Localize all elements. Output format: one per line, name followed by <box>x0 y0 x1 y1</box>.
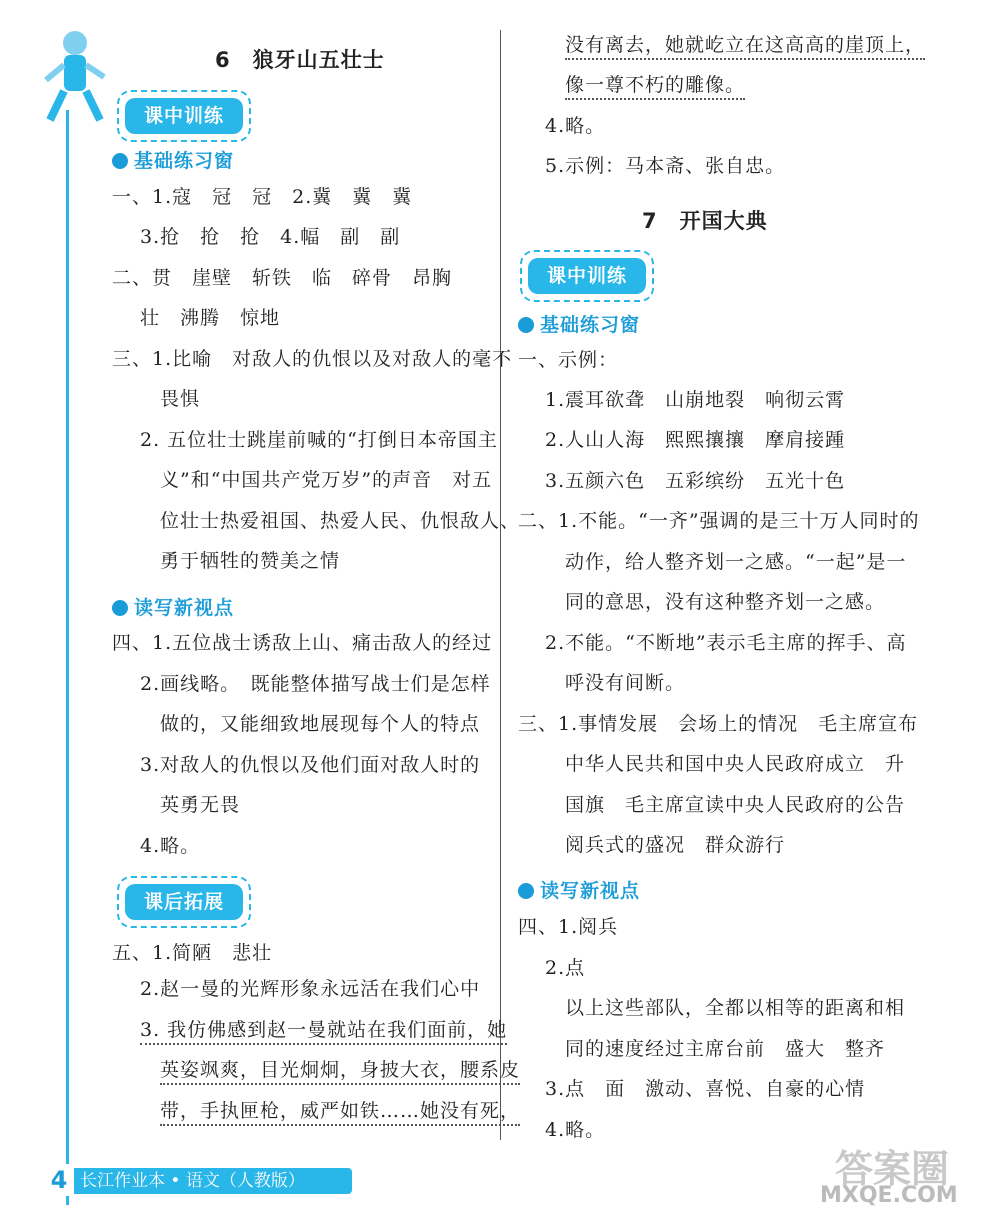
answer-line: 四、1.五位战士诱敌上山、痛击敌人的经过 <box>112 632 493 654</box>
answer-line: 2.点 <box>545 957 586 979</box>
basic-practice-heading <box>518 310 640 337</box>
book-footer: 长江作业本 • 语文（人教版） <box>70 1168 352 1194</box>
answer-line: 勇于牺牲的赞美之情 <box>160 550 341 572</box>
read-write-label: 读写新视点 <box>134 597 235 619</box>
student-illustration <box>40 25 110 125</box>
basic-practice-heading <box>112 146 234 173</box>
answer-line: 2.人山人海 熙熙攘攘 摩肩接踵 <box>545 429 846 451</box>
lesson-6-title: 6 狼牙山五壮士 <box>215 48 385 72</box>
answer-line: 做的，又能细致地展现每个人的特点 <box>160 713 481 735</box>
answer-line <box>565 72 745 98</box>
answer-line: 同的意思，没有这种整齐划一之感。 <box>565 591 886 613</box>
basic-practice-label: 基础练习窗 <box>540 314 641 336</box>
answer-line: 三、1.事情发展 会场上的情况 毛主席宣布 <box>518 713 919 735</box>
bullet-icon <box>112 600 128 616</box>
answer-line: 3.抢 抢 抢 4.幅 副 副 <box>140 226 401 248</box>
answer-line: 畏惧 <box>160 388 201 410</box>
answer-line: 动作，给人整齐划一之感。“一起”是一 <box>565 551 907 573</box>
in-class-training-badge: 课中训练 <box>528 258 646 294</box>
answer-line: 一、示例： <box>518 349 619 371</box>
answer-line: 义”和“中国共产党万岁”的声音 对五 <box>160 469 493 491</box>
answer-line <box>140 1017 507 1043</box>
read-write-heading <box>518 876 640 903</box>
answer-line: 5.示例：马本斋、张自忠。 <box>545 155 786 177</box>
page-number: 4 <box>44 1164 74 1196</box>
in-class-training-badge: 课中训练 <box>125 98 243 134</box>
left-margin-bar <box>66 110 69 1205</box>
answer-line: 2.赵一曼的光辉形象永远活在我们心中 <box>140 978 481 1000</box>
column-divider <box>500 30 501 1140</box>
bullet-icon <box>518 317 534 333</box>
answer-line: 二、1.不能。“一齐”强调的是三十万人同时的 <box>518 510 920 532</box>
underlined-text: 带，手执匣枪，威严如铁……她没有死， <box>160 1100 520 1126</box>
answer-line: 4.略。 <box>545 115 606 137</box>
answer-line: 以上这些部队，全都以相等的距离和相 <box>565 997 906 1019</box>
answer-line: 中华人民共和国中央人民政府成立 升 <box>565 753 906 775</box>
answer-line: 4.略。 <box>545 1119 606 1141</box>
answer-line: 同的速度经过主席台前 盛大 整齐 <box>565 1038 886 1060</box>
answer-line: 二、贯 崖壁 斩铁 临 碎骨 昂胸 <box>112 267 453 289</box>
answer-line: 壮 沸腾 惊地 <box>140 307 281 329</box>
underlined-text: 英姿飒爽，目光炯炯，身披大衣，腰系皮 <box>160 1059 520 1085</box>
underlined-text: 像一尊不朽的雕像。 <box>565 74 745 100</box>
bullet-icon <box>112 153 128 169</box>
answer-line <box>160 1098 520 1124</box>
answer-line: 3.对敌人的仇恨以及他们面对敌人时的 <box>140 754 481 776</box>
read-write-label: 读写新视点 <box>540 880 641 902</box>
answer-line: 1.震耳欲聋 山崩地裂 响彻云霄 <box>545 389 846 411</box>
answer-line: 阅兵式的盛况 群众游行 <box>565 834 786 856</box>
lesson-7-title: 7 开国大典 <box>642 209 768 233</box>
watermark-site: MXQE.COM <box>820 1183 958 1208</box>
answer-line: 4.略。 <box>140 835 201 857</box>
underlined-text: 3. 我仿佛感到赵一曼就站在我们面前，她 <box>140 1019 507 1045</box>
answer-line: 位壮士热爱祖国、热爱人民、仇恨敌人、 <box>160 510 521 532</box>
answer-line: 2. 五位壮士跳崖前喊的“打倒日本帝国主 <box>140 429 498 451</box>
answer-line: 三、1.比喻 对敌人的仇恨以及对敌人的毫不 <box>112 348 513 370</box>
answer-line: 3.点 面 激动、喜悦、自豪的心情 <box>545 1078 866 1100</box>
answer-line: 英勇无畏 <box>160 794 241 816</box>
basic-practice-label: 基础练习窗 <box>134 150 235 172</box>
after-class-badge: 课后拓展 <box>125 884 243 920</box>
answer-line: 2.画线略。 既能整体描写战士们是怎样 <box>140 673 491 695</box>
underlined-text: 没有离去，她就屹立在这高高的崖顶上， <box>565 34 925 60</box>
answer-line: 五、1.简陋 悲壮 <box>112 942 273 964</box>
answer-line: 3.五颜六色 五彩缤纷 五光十色 <box>545 470 846 492</box>
answer-line: 呼没有间断。 <box>565 672 686 694</box>
answer-line: 国旗 毛主席宣读中央人民政府的公告 <box>565 794 906 816</box>
answer-line: 四、1.阅兵 <box>518 916 619 938</box>
answer-line: 一、1.寇 冠 冠 2.冀 冀 冀 <box>112 186 413 208</box>
bullet-icon <box>518 883 534 899</box>
answer-line <box>565 32 925 58</box>
answer-line <box>160 1057 520 1083</box>
watermark-logo: 答案圈 <box>835 1147 950 1191</box>
read-write-heading <box>112 593 234 620</box>
answer-line: 2.不能。“不断地”表示毛主席的挥手、高 <box>545 632 907 654</box>
